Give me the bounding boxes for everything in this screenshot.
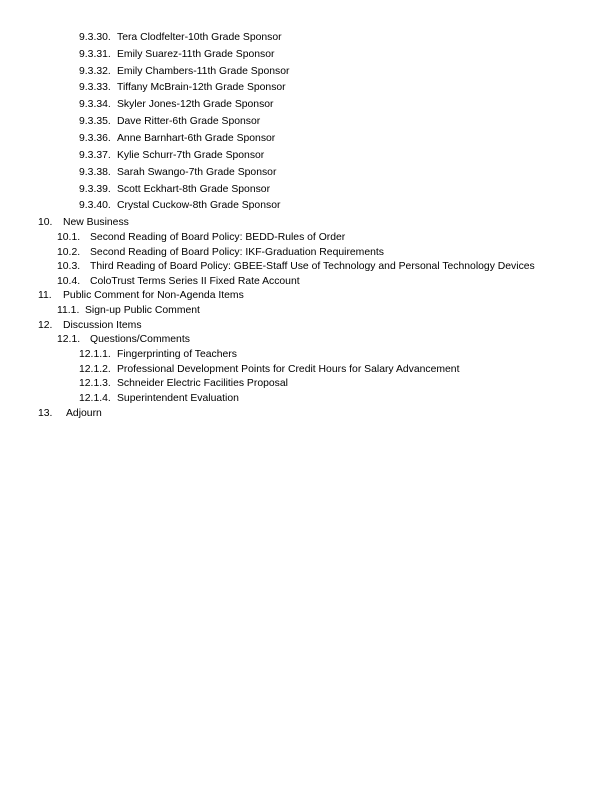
item-text: Fingerprinting of Teachers [117,349,237,360]
item-number: 9.3.35. [79,116,111,127]
item-number: 9.3.37. [79,150,111,161]
item-number: 9.3.33. [79,82,111,93]
section-number: 12. [38,320,53,331]
item-number: 9.3.31. [79,49,111,60]
item-text: Emily Suarez-11th Grade Sponsor [117,49,275,60]
item-text: Dave Ritter-6th Grade Sponsor [117,116,261,127]
section-number: 13. [38,408,53,419]
list-item [79,81,286,94]
item-text: Superintendent Evaluation [117,393,239,404]
item-number: 12.1.3. [79,378,111,389]
item-text: Scott Eckhart-8th Grade Sponsor [117,184,271,195]
list-item [79,31,282,44]
item-number: 12.1. [57,334,81,345]
list-item [79,363,459,376]
item-number: 9.3.39. [79,184,111,195]
section-title: New Business [63,217,129,228]
section-heading [38,319,142,332]
item-text: Sarah Swango-7th Grade Sponsor [117,167,277,178]
item-text: ColoTrust Terms Series II Fixed Rate Account [90,276,300,287]
item-text: Second Reading of Board Policy: IKF-Graduation Requirements [90,247,384,258]
section-number: 10. [38,217,53,228]
item-number: 10.2. [57,247,81,258]
item-number: 10.1. [57,232,81,243]
item-number: 9.3.34. [79,99,111,110]
list-item [79,348,237,361]
section-heading [38,216,129,229]
list-item [79,98,274,111]
item-number: 9.3.38. [79,167,111,178]
item-number: 9.3.40. [79,200,111,211]
list-item [79,183,270,196]
section-title: Public Comment for Non-Agenda Items [63,290,244,301]
item-text: Kylie Schurr-7th Grade Sponsor [117,150,265,161]
section-number: 11. [38,290,52,301]
item-text: Third Reading of Board Policy: GBEE-Staff Use of Technology and Personal Technology Devices [90,261,535,272]
item-number: 11.1. [57,305,80,316]
list-item [79,392,239,405]
section-heading [38,289,244,302]
list-item [57,260,535,273]
list-item [79,377,288,390]
list-item [57,246,384,259]
item-number: 10.4. [57,276,81,287]
list-item [79,199,280,212]
item-text: Questions/Comments [90,334,190,345]
item-text: Skyler Jones-12th Grade Sponsor [117,99,274,110]
item-text: Sign-up Public Comment [85,305,200,316]
item-text: Anne Barnhart-6th Grade Sponsor [117,133,276,144]
list-item [57,304,200,317]
list-item [79,115,260,128]
item-number: 12.1.1. [79,349,111,360]
item-number: 9.3.32. [79,66,111,77]
item-number: 12.1.2. [79,364,111,375]
list-item [57,231,345,244]
list-item [79,132,275,145]
item-number: 12.1.4. [79,393,111,404]
item-text: Tera Clodfelter-10th Grade Sponsor [117,32,282,43]
list-item [79,166,276,179]
item-text: Second Reading of Board Policy: BEDD-Rules of Order [90,232,346,243]
section-title: Discussion Items [63,320,142,331]
item-text: Crystal Cuckow-8th Grade Sponsor [117,200,281,211]
section-heading [38,407,102,420]
item-number: 9.3.36. [79,133,111,144]
item-text: Emily Chambers-11th Grade Sponsor [117,66,290,77]
list-item [57,275,300,288]
item-text: Tiffany McBrain-12th Grade Sponsor [117,82,286,93]
list-item [79,48,274,61]
section-title: Adjourn [66,408,102,419]
item-number: 9.3.30. [79,32,111,43]
subsection-heading [57,333,190,346]
item-text: Professional Development Points for Credit Hours for Salary Advancement [117,364,460,375]
list-item [79,149,264,162]
list-item [79,65,289,78]
item-number: 10.3. [57,261,81,272]
item-text: Schneider Electric Facilities Proposal [117,378,288,389]
